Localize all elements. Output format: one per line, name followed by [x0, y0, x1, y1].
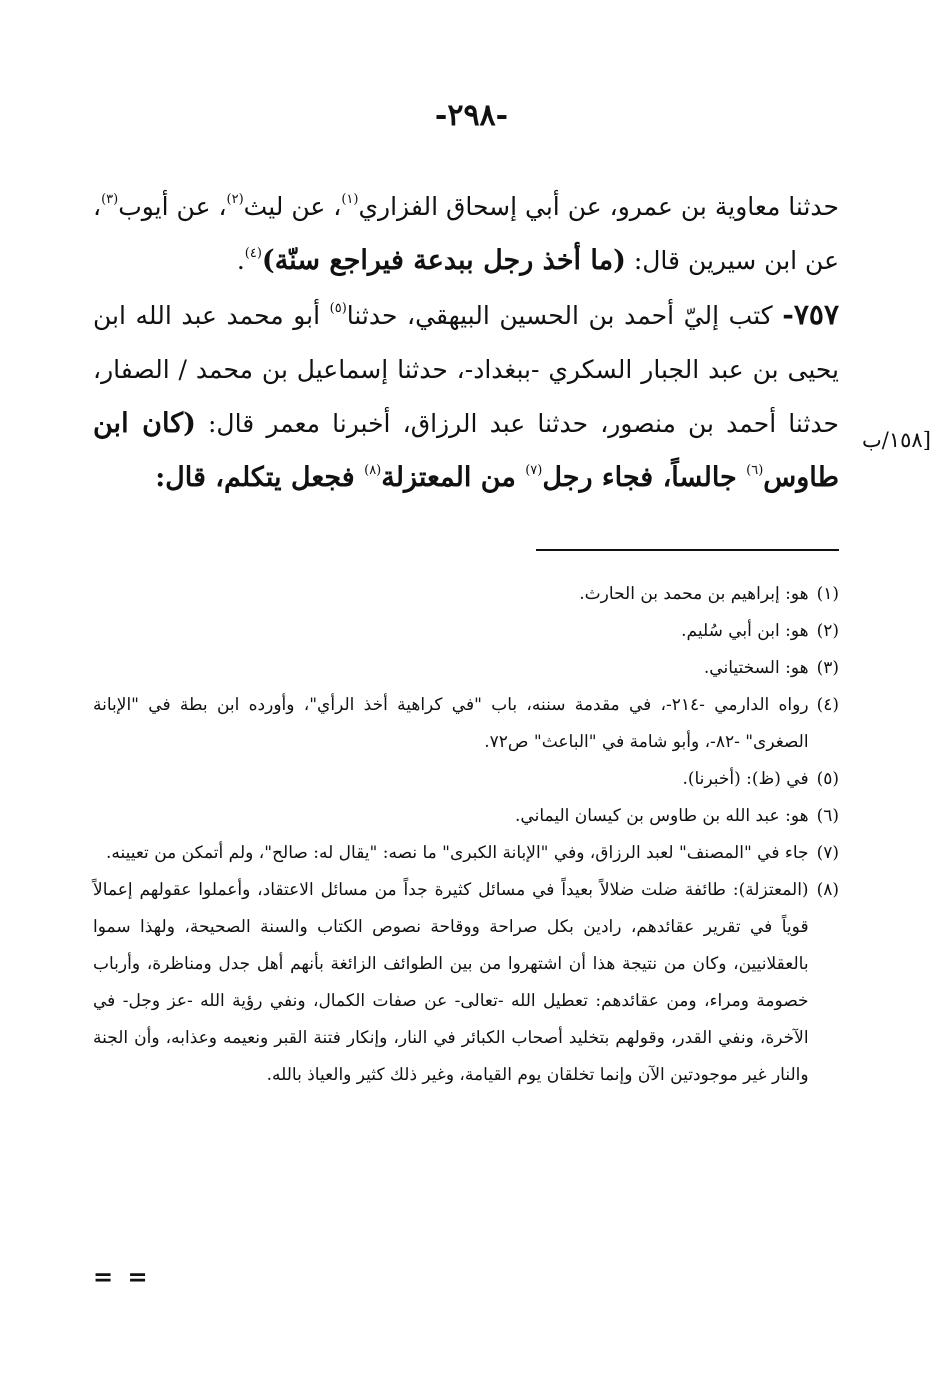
paragraph-2: ٧٥٧- كتب إليّ أحمد بن الحسين البيهقي، حدثنا$^{(٥)}$ أبو محمد عبد الله ابن يحيى بن عبد الجبار السكري -ببغداد-، حدثنا إسماعيل بن محمد / الصفار، حدثنا أحمد بن منصور، حدثنا عبد الرزاق، أخبرنا معمر قال: (كان ابن طاوس$^{(٦)}$ جالساً، فجاء رجل$^{(٧)}$ من المعتزلة$^{(٨)}$ فجعل يتكلم، قال: — [93, 298, 839, 493]
main-text — [93, 180, 839, 505]
footnote-ref-2[interactable]: (٢) — [226, 192, 244, 207]
paragraph-1: حدثنا معاوية بن عمرو، عن أبي إسحاق الفزاري$^{(١)}$، عن ليث$^{(٢)}$، عن أيوب$^{(٣)}$، عن ابن سيرين قال: (ما أخذ رجل ببدعة فيراجع سنّة)$^{(٤)}$. — [93, 192, 839, 276]
footnote-ref-6[interactable]: (٦) — [746, 463, 764, 478]
hadith-number: ٧٥٧- — [782, 298, 839, 331]
footnotes — [93, 576, 839, 1094]
footnote-1: (١) هو: إبراهيم بن محمد بن الحارث. — [579, 584, 839, 604]
footnote-2: (٢) هو: ابن أبي سُليم. — [681, 621, 839, 641]
quote-bold-a: (كان ابن طاوس — [93, 408, 839, 493]
page-number: -٢٩٨- — [434, 98, 509, 133]
footnote-ref-3[interactable]: (٣) — [101, 192, 119, 207]
footnote-8: (٨) (المعتزلة): طائفة ضلت ضلالاً بعيداً في مسائل كثيرة جداً من مسائل الاعتقاد، وأعملوا عقولهم إعمالاً قوياً في تقرير عقائدهم، رادين بكل صراحة ووقاحة نصوص الكتاب والسنة الصحيحة، ولهذا سموا بالعقلانيين، وكان من نتيجة هذا أن اشتهروا من بين الطوائف الزائغة بأنهم أهل جدل ومناظرة، وأرباب خصومة ومراء، ومن عقائدهم: تعطيل الله -تعالى- عن صفات الكمال، ونفي رؤية الله -عز وجل- في الآخرة، ونفي القدر، وقولهم بتخليد أصحاب الكبائر في النار، وإنكار فتنة القبر ونعيمه وعذابه، وأن الجنة والنار غير موجودتين الآن وإنما تخلقان يوم القيامة، وغير ذلك كثير والعياذ بالله. — [93, 880, 839, 1085]
continuation-mark: = = — [93, 1262, 151, 1291]
footnote-ref-7[interactable]: (٧) — [525, 463, 543, 478]
footnote-4: (٤) رواه الدارمي -٢١٤-، في مقدمة سننه، باب "في كراهية أخذ الرأي"، وأورده ابن بطة في "الإبانة الصغرى" -٨٢-، وأبو شامة في "الباعث" ص٧٢. — [93, 695, 839, 752]
footnote-ref-8[interactable]: (٨) — [364, 463, 382, 478]
footnote-3: (٣) هو: السختياني. — [703, 658, 839, 678]
footnote-ref-4[interactable]: (٤) — [244, 246, 262, 261]
quote-bold: (ما أخذ رجل ببدعة فيراجع سنّة) — [261, 245, 626, 276]
footnote-6: (٦) هو: عبد الله بن طاوس بن كيسان اليماني. — [515, 806, 839, 826]
manuscript-folio-ref: [١٥٨/ب — [862, 428, 931, 452]
footnote-5: (٥) في (ظ): (أخبرنا). — [682, 769, 839, 789]
footnote-ref-1[interactable]: (١) — [341, 192, 359, 207]
footnote-divider — [536, 549, 839, 551]
footnote-7: (٧) جاء في "المصنف" لعبد الرزاق، وفي "الإبانة الكبرى" ما نصه: "يقال له: صالح"، ولم أتمكن من تعيينه. — [105, 843, 839, 863]
footnote-ref-5[interactable]: (٥) — [329, 301, 347, 316]
